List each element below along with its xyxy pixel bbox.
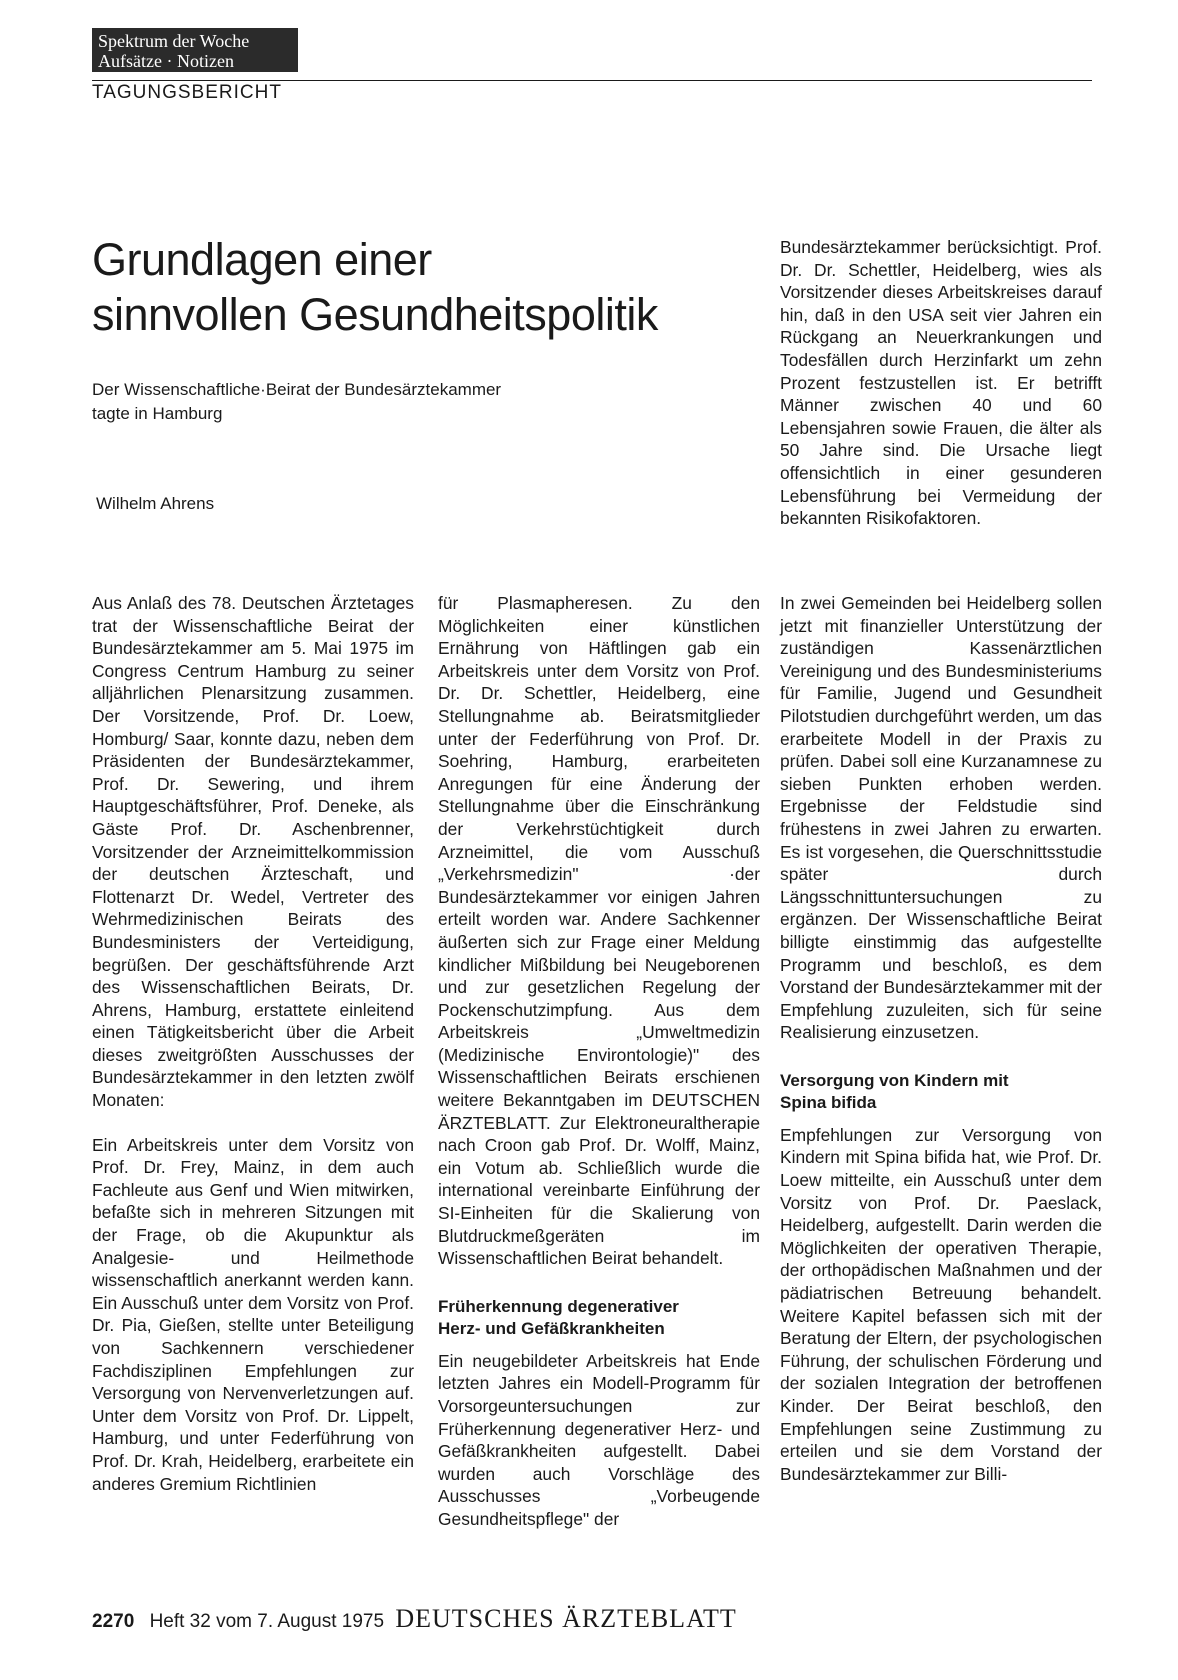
- title-line-2: sinnvollen Gesundheitspolitik: [92, 289, 658, 340]
- column-3: [780, 592, 1102, 1485]
- paragraph: Ein neugebildeter Arbeitskreis hat Ende letzten Jahres ein Modell-Programm für Vorsorgeuntersuchungen zur Früherkennung degenerativer Herz- und Gefäßkrankheiten aufgestellt. Dabei wurden auch Vorschläge des Ausschusses „Vorbeugende Gesundheitspflege" der: [438, 1350, 760, 1529]
- paragraph: für Plasmapheresen. Zu den Möglichkeiten einer künstlichen Ernährung von Häftlingen gab ein Arbeitskreis unter dem Vorsitz von Prof. Dr. Dr. Schettler, Heidelberg, eine Stellungnahme ab. Beiratsmitglieder unter der Federführung von Prof. Dr. Soehring, Hamburg, erarbeiteten Anregungen für eine Änderung der Stellungnahme über die Einschränkung der Verkehrstüchtigkeit durch Arzneimittel, die vom Ausschuß „Verkehrsmedizin" ·der Bundesärztekammer vor einigen Jahren erteilt worden war. Andere Sachkenner äußerten sich zur Frage einer Meldung kindlicher Mißbildung bei Neugeborenen und zur gesetzlichen Regelung der Pockenschutzimpfung. Aus dem Arbeitskreis „Umweltmedizin (Medizinische Environtologie)" des Wissenschaftlichen Beirats erschienen weitere Bekanntgaben im DEUTSCHEN ÄRZTEBLATT. Zur Elektroneuraltherapie nach Croon gab Prof. Dr. Wolff, Mainz, ein Votum ab. Schließlich wurde die international vereinbarte Einführung der SI-Einheiten für die Skalierung von Blutdruckmeßgeräten im Wissenschaftlichen Beirat behandelt.: [438, 593, 760, 1269]
- paragraph: Bundesärztekammer berücksichtigt. Prof. Dr. Dr. Schettler, Heidelberg, wies als Vorsitzender dieses Arbeitskreises darauf hin, daß in den USA seit vier Jahren ein Rückgang an Neuerkrankungen und Todesfällen durch Herzinfarkt um zehn Prozent festzustellen ist. Er betrifft Männer zwischen 40 und 60 Lebensjahren sowie Frauen, die älter als 50 Jahre sind. Die Ursache liegt offensichtlich in einer gesunderen Lebensführung bei Vermeidung der bekannten Risikofaktoren.: [780, 237, 1102, 529]
- header-rule: [92, 80, 1092, 81]
- subtitle-line-2: tagte in Hamburg: [92, 404, 223, 423]
- author-name: Wilhelm Ahrens: [96, 494, 215, 513]
- rubric-line-2: Aufsätze · Notizen: [98, 51, 234, 71]
- column-2: [438, 592, 760, 1531]
- section-heading: Früherkennung degenerativer Herz- und Gefäßkrankheiten: [438, 1296, 679, 1338]
- rubric-line-1: Spektrum der Woche: [98, 31, 250, 51]
- rubric-box: [92, 28, 298, 72]
- article-title: [92, 232, 732, 342]
- title-line-1: Grundlagen einer: [92, 234, 432, 285]
- page-number: 2270: [92, 1611, 135, 1632]
- paragraph: Empfehlungen zur Versorgung von Kindern mit Spina bifida hat, wie Prof. Dr. Loew mitteilte, ein Ausschuß unter dem Vorsitz von Prof. Dr. Paeslack, Heidelberg, aufgestellt. Darin werden die Möglichkeiten der operativen Therapie, der orthopädischen Maßnahmen und der pädiatrischen Betreuung behandelt. Weitere Kapitel befassen sich mit der Beratung der Eltern, der psychologischen Führung, der schulischen Förderung und der sozialen Integration der betroffenen Kinder. Der Beirat beschloß, den Empfehlungen seine Zustimmung zu erteilen und sie dem Vorstand der Bundesärztekammer zur Billi-: [780, 1124, 1102, 1484]
- page-footer: [92, 1604, 737, 1634]
- column-1: [92, 592, 414, 1495]
- issue-info: Heft 32 vom 7. August 1975: [149, 1611, 385, 1632]
- paragraph: Aus Anlaß des 78. Deutschen Ärztetages trat der Wissenschaftliche Beirat der Bundesärztekammer am 5. Mai 1975 im Congress Centrum Hamburg zu seiner alljährlichen Plenarsitzung zusammen. Der Vorsitzende, Prof. Dr. Loew, Homburg/ Saar, konnte dazu, neben dem Präsidenten der Bundesärztekammer, Prof. Dr. Sewering, und ihrem Hauptgeschäftsführer, Prof. Deneke, als Gäste Prof. Dr. Aschenbrenner, Vorsitzender der Arzneimittelkommission der deutschen Ärzteschaft, und Flottenarzt Dr. Wedel, Vertreter des Wehrmedizinischen Beirats des Bundesministers der Verteidigung, begrüßen. Der geschäftsführende Arzt des Wissenschaftlichen Beirats, Dr. Ahrens, Hamburg, erstattete einleitend einen Tätigkeitsbericht über die Arbeit dieses zweitgrößten Ausschusses der Bundesärztekammer in den letzten zwölf Monaten:: [92, 593, 414, 1111]
- paragraph: In zwei Gemeinden bei Heidelberg sollen jetzt mit finanzieller Unterstützung der zuständigen Kassenärztlichen Vereinigung und des Bundesministeriums für Familie, Jugend und Gesundheit Pilotstudien durchgeführt werden, um das erarbeitete Modell in der Praxis zu prüfen. Dabei soll eine Kurzanamnese zu sieben Punkten erhoben werden. Ergebnisse der Feldstudie sind frühestens in zwei Jahren zu erwarten. Es ist vorgesehen, die Querschnittsstudie später durch Längsschnittuntersuchungen zu ergänzen. Der Wissenschaftliche Beirat billigte einstimmig das aufgestellte Programm und beschloß, es dem Vorstand der Bundesärztekammer mit der Empfehlung zuzuleiten, sich für seine Realisierung einzusetzen.: [780, 593, 1102, 1043]
- journal-name: DEUTSCHES ÄRZTEBLATT: [395, 1604, 737, 1633]
- section-heading: Versorgung von Kindern mit Spina bifida: [780, 1070, 1009, 1112]
- article-subtitle: [92, 378, 612, 426]
- column-top-right: [780, 236, 1102, 530]
- paragraph: Ein Arbeitskreis unter dem Vorsitz von Prof. Dr. Frey, Mainz, in dem auch Fachleute aus Genf und Wien mitwirken, befaßte sich in mehreren Sitzungen mit der Frage, ob die Akupunktur als Analgesie- und Heilmethode wissenschaftlich anerkannt werden kann. Ein Ausschuß unter dem Vorsitz von Prof. Dr. Pia, Gießen, stellte unter Beteiligung von Sachkennern verschiedener Fachdisziplinen Empfehlungen zur Versorgung von Nervenverletzungen auf. Unter dem Vorsitz von Prof. Dr. Lippelt, Hamburg, und unter Federführung von Prof. Dr. Krah, Heidelberg, erarbeitete ein anderes Gremium Richtlinien: [92, 1134, 414, 1494]
- subtitle-line-1: Der Wissenschaftliche·Beirat der Bundesärztekammer: [92, 380, 502, 399]
- section-label: TAGUNGSBERICHT: [92, 82, 282, 103]
